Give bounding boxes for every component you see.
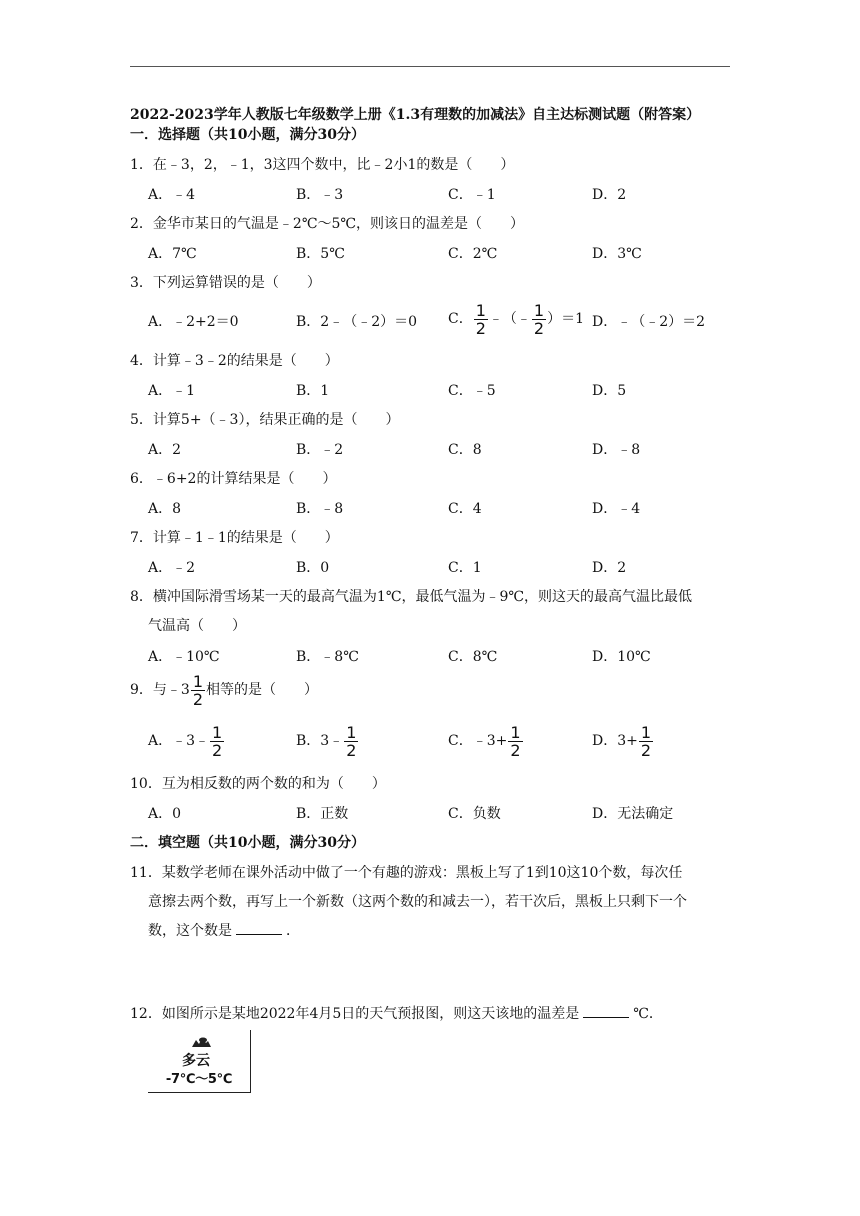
question-5-option-c: C．8 [448,442,482,458]
fraction-one-half [508,724,522,759]
question-9-stem-suffix: 相等的是（ ） [206,682,319,698]
question-11-line-3-end: ． [286,923,300,939]
question-11-line-3-text: 数，这个数是 [148,923,232,939]
question-12-stem [130,1003,663,1023]
question-8-option-d: D．10℃ [592,649,651,665]
question-5-option-b: B．﹣2 [296,442,344,458]
option-d-prefix: D．3+ [592,733,638,749]
question-6-option-d: D．﹣4 [592,501,641,517]
question-6-option-b: B．﹣8 [296,501,344,517]
question-11-line-1: 11．某数学老师在课外活动中做了一个有趣的游戏：黑板上写了1到10这10个数，每次任 [130,865,683,881]
question-10-option-c: C．负数 [448,806,501,822]
fraction-numerator: 1 [475,300,486,320]
question-8-option-a: A．﹣10℃ [148,649,220,665]
option-a-prefix: A．﹣3﹣ [148,733,210,749]
question-1-option-b: B．﹣3 [296,187,344,203]
fraction-denominator: 2 [640,740,652,760]
question-3-stem: 3．下列运算错误的是（ ） [130,275,321,291]
fraction-denominator: 2 [533,318,545,338]
question-3-option-c [448,300,584,338]
question-1-stem: 1．在﹣3，2，﹣1，3这四个数中，比﹣2小1的数是（ ） [130,157,515,173]
question-9-stem [130,671,318,709]
fraction-denominator: 2 [510,740,521,760]
question-8-option-b: B．﹣8℃ [296,649,359,665]
question-4-stem: 4．计算﹣3﹣2的结果是（ ） [130,353,339,369]
fraction-one-half [639,724,653,759]
question-10-option-d: D．无法确定 [592,806,674,822]
question-11-line-2: 意擦去两个数，再写上一个新数（这两个数的和减去一），若干次后，黑板上只剩下一个 [148,894,687,910]
question-12-unit: ℃． [633,1006,663,1022]
question-6-option-a: A．8 [148,501,182,517]
question-5-option-d: D．﹣8 [592,442,641,458]
question-2-option-b: B．5℃ [296,246,345,262]
option-c-middle: ﹣（﹣ [488,311,531,327]
question-4-option-b: B．1 [296,383,330,399]
option-c-suffix: ）＝1 [547,311,585,327]
option-c-prefix: C．﹣3+ [448,733,508,749]
fraction-numerator: 1 [346,722,357,742]
fraction-numerator: 1 [533,300,545,320]
weather-temperature-range: -7℃～5℃ [165,1072,233,1087]
fraction-numerator: 1 [192,671,204,691]
question-3-option-d: D．﹣（﹣2）＝2 [592,314,706,330]
question-7-option-d: D．2 [592,560,627,576]
question-1-option-d: D．2 [592,187,627,203]
fraction-denominator: 2 [346,740,357,760]
weather-condition: 多云 [182,1053,210,1069]
question-10-option-a: A．0 [148,806,182,822]
option-b-prefix: B．3﹣ [296,733,344,749]
question-7-stem: 7．计算﹣1﹣1的结果是（ ） [130,530,339,546]
question-6-option-c: C．4 [448,501,482,517]
question-7-option-b: B．0 [296,560,330,576]
fraction-one-half [344,724,358,759]
fraction-denominator: 2 [475,318,486,338]
page-title: 2022-2023学年人教版七年级数学上册《1.3有理数的加减法》自主达标测试题（附答案） [130,107,701,123]
question-9-stem-prefix: 9．与﹣3 [130,682,190,698]
question-6-stem: 6．﹣6+2的计算结果是（ ） [130,471,337,487]
question-7-option-c: C．1 [448,560,482,576]
answer-blank[interactable] [236,922,282,935]
fraction-one-half [210,724,224,759]
fraction-one-half [191,673,205,708]
answer-blank[interactable] [583,1005,629,1018]
question-3-option-b: B．2﹣（﹣2）＝0 [296,314,418,330]
question-8-option-c: C．8℃ [448,649,498,665]
question-4-option-a: A．﹣1 [148,383,196,399]
fraction-one-half [532,302,546,337]
fraction-denominator: 2 [192,689,204,709]
question-3-option-a: A．﹣2+2＝0 [148,314,239,330]
question-7-option-a: A．﹣2 [148,560,196,576]
fraction-numerator: 1 [640,722,652,742]
fraction-one-half [474,302,488,337]
option-c-prefix: C． [448,311,473,327]
question-8-stem-line-1: 8．横冲国际滑雪场某一天的最高气温为1℃，最低气温为﹣9℃，则这天的最高气温比最低 [130,589,693,605]
top-rule [130,66,730,67]
question-4-option-d: D．5 [592,383,627,399]
question-1-option-a: A．﹣4 [148,187,196,203]
fraction-denominator: 2 [212,740,223,760]
question-9-option-a [148,722,225,760]
question-1-option-c: C．﹣1 [448,187,496,203]
question-8-stem-line-2: 气温高（ ） [148,618,246,634]
question-9-option-d [592,722,654,760]
question-10-option-b: B．正数 [296,806,349,822]
question-5-option-a: A．2 [148,442,182,458]
fraction-numerator: 1 [510,722,521,742]
question-2-stem: 2．金华市某日的气温是﹣2℃～5℃，则该日的温差是（ ） [130,216,525,232]
question-2-option-c: C．2℃ [448,246,498,262]
question-12-text: 12．如图所示是某地2022年4月5日的天气预报图，则这天该地的温差是 [130,1006,580,1022]
section-heading-choice: 一．选择题（共10小题，满分30分） [130,127,365,143]
question-2-option-a: A．7℃ [148,246,197,262]
weather-forecast-figure [148,1030,251,1093]
question-2-option-d: D．3℃ [592,246,642,262]
question-9-option-b [296,722,359,760]
fraction-numerator: 1 [212,722,223,742]
question-9-option-c [448,722,524,760]
question-11-line-3 [148,920,300,940]
question-4-option-c: C．﹣5 [448,383,496,399]
section-heading-fill-in: 二．填空题（共10小题，满分30分） [130,835,365,851]
question-10-stem: 10．互为相反数的两个数的和为（ ） [130,776,386,792]
question-5-stem: 5．计算5+（﹣3），结果正确的是（ ） [130,412,400,428]
